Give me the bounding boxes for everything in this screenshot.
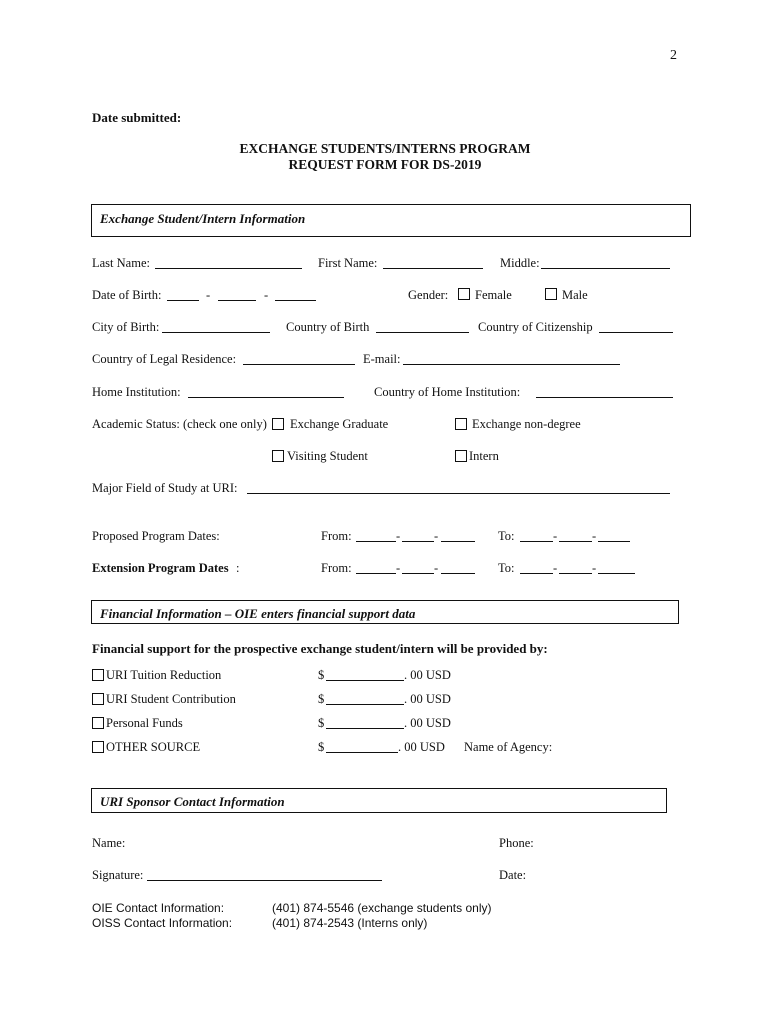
oie-contact-label: OIE Contact Information: xyxy=(92,901,225,915)
intern-label: Intern xyxy=(469,449,499,463)
dob-separator: - xyxy=(206,288,211,302)
oie-contact-value: (401) 874-5546 (exchange students only) xyxy=(272,901,492,915)
home-institution-field[interactable] xyxy=(188,397,344,398)
date-separator: - xyxy=(434,529,439,543)
country-legal-residence-label: Country of Legal Residence: xyxy=(92,352,237,366)
proposed-to-year-field[interactable] xyxy=(598,541,630,542)
uri-tuition-reduction-checkbox[interactable] xyxy=(92,669,104,681)
form-title-line1: EXCHANGE STUDENTS/INTERNS PROGRAM xyxy=(239,141,531,156)
financial-row-label: URI Student Contribution xyxy=(106,692,236,706)
extension-from-label: From: xyxy=(321,561,352,575)
proposed-from-label: From: xyxy=(321,529,352,543)
middle-name-field[interactable] xyxy=(541,268,670,269)
personal-funds-checkbox[interactable] xyxy=(92,717,104,729)
extension-dates-label: Extension Program Dates xyxy=(92,561,229,575)
proposed-to-day-field[interactable] xyxy=(559,541,592,542)
date-separator: - xyxy=(434,561,439,575)
proposed-to-month-field[interactable] xyxy=(520,541,553,542)
female-checkbox[interactable] xyxy=(458,288,470,300)
page-number: 2 xyxy=(670,48,677,63)
male-checkbox[interactable] xyxy=(545,288,557,300)
usd-suffix: . 00 USD xyxy=(404,692,451,706)
extension-from-month-field[interactable] xyxy=(356,573,396,574)
dollar-sign: $ xyxy=(318,668,325,682)
exchange-graduate-checkbox[interactable] xyxy=(272,418,284,430)
first-name-label: First Name: xyxy=(318,256,378,270)
date-submitted-label: Date submitted: xyxy=(92,110,182,125)
first-name-field[interactable] xyxy=(383,268,483,269)
exchange-nondegree-label: Exchange non-degree xyxy=(472,417,581,431)
sponsor-section-title: URI Sponsor Contact Information xyxy=(100,794,285,809)
middle-name-label: Middle: xyxy=(500,256,540,270)
gender-label: Gender: xyxy=(408,288,449,302)
major-field-label: Major Field of Study at URI: xyxy=(92,481,238,495)
dob-label: Date of Birth: xyxy=(92,288,162,302)
financial-row-label: Personal Funds xyxy=(106,716,183,730)
signature-field[interactable] xyxy=(147,880,382,881)
academic-status-label: Academic Status: (check one only) xyxy=(92,417,267,431)
signature-label: Signature: xyxy=(92,868,144,882)
proposed-dates-label: Proposed Program Dates: xyxy=(92,529,220,543)
country-of-birth-label: Country of Birth xyxy=(286,320,370,334)
last-name-label: Last Name: xyxy=(92,256,150,270)
exchange-nondegree-checkbox[interactable] xyxy=(455,418,467,430)
amount-field[interactable] xyxy=(326,680,404,681)
form-title-line2: REQUEST FORM FOR DS-2019 xyxy=(288,157,482,172)
usd-suffix: . 00 USD xyxy=(404,716,451,730)
agency-name-label: Name of Agency: xyxy=(464,740,553,754)
last-name-field[interactable] xyxy=(155,268,302,269)
student-section-title: Exchange Student/Intern Information xyxy=(100,211,306,226)
dob-month-field[interactable] xyxy=(167,300,199,301)
extension-to-label: To: xyxy=(498,561,515,575)
dob-day-field[interactable] xyxy=(218,300,256,301)
amount-field[interactable] xyxy=(326,704,404,705)
extension-to-year-field[interactable] xyxy=(598,573,635,574)
visiting-student-checkbox[interactable] xyxy=(272,450,284,462)
financial-section-title: Financial Information – OIE enters financial support data xyxy=(100,606,416,621)
dob-year-field[interactable] xyxy=(275,300,316,301)
country-legal-residence-field[interactable] xyxy=(243,364,355,365)
country-home-institution-field[interactable] xyxy=(536,397,673,398)
country-of-citizenship-field[interactable] xyxy=(599,332,673,333)
dollar-sign: $ xyxy=(318,740,325,754)
extension-to-day-field[interactable] xyxy=(559,573,592,574)
date-separator: - xyxy=(553,529,558,543)
major-field-input[interactable] xyxy=(247,493,670,494)
male-label: Male xyxy=(562,288,588,302)
intern-checkbox[interactable] xyxy=(455,450,467,462)
extension-from-day-field[interactable] xyxy=(402,573,434,574)
date-separator: - xyxy=(592,561,597,575)
proposed-from-day-field[interactable] xyxy=(402,541,434,542)
dob-separator: - xyxy=(264,288,269,302)
proposed-from-month-field[interactable] xyxy=(356,541,396,542)
proposed-to-label: To: xyxy=(498,529,515,543)
usd-suffix: . 00 USD xyxy=(398,740,445,754)
city-of-birth-label: City of Birth: xyxy=(92,320,160,334)
extension-to-month-field[interactable] xyxy=(520,573,553,574)
financial-intro: Financial support for the prospective exchange student/intern will be provided by: xyxy=(92,641,548,656)
date-separator: - xyxy=(592,529,597,543)
country-home-institution-label: Country of Home Institution: xyxy=(374,385,521,399)
amount-field[interactable] xyxy=(326,728,404,729)
other-source-checkbox[interactable] xyxy=(92,741,104,753)
date-separator: - xyxy=(553,561,558,575)
financial-row-label: OTHER SOURCE xyxy=(106,740,201,754)
oiss-contact-label: OISS Contact Information: xyxy=(92,916,233,930)
exchange-graduate-label: Exchange Graduate xyxy=(290,417,389,431)
amount-field[interactable] xyxy=(326,752,398,753)
visiting-student-label: Visiting Student xyxy=(287,449,368,463)
date-separator: - xyxy=(396,529,401,543)
uri-student-contribution-checkbox[interactable] xyxy=(92,693,104,705)
proposed-from-year-field[interactable] xyxy=(441,541,475,542)
home-institution-label: Home Institution: xyxy=(92,385,181,399)
extension-dates-colon: : xyxy=(236,561,240,575)
sponsor-name-label: Name: xyxy=(92,836,126,850)
dollar-sign: $ xyxy=(318,692,325,706)
email-field[interactable] xyxy=(403,364,620,365)
usd-suffix: . 00 USD xyxy=(404,668,451,682)
financial-row-label: URI Tuition Reduction xyxy=(106,668,222,682)
female-label: Female xyxy=(475,288,512,302)
country-of-birth-field[interactable] xyxy=(376,332,469,333)
sponsor-date-label: Date: xyxy=(499,868,527,882)
date-separator: - xyxy=(396,561,401,575)
oiss-contact-value: (401) 874-2543 (Interns only) xyxy=(272,916,428,930)
extension-from-year-field[interactable] xyxy=(441,573,475,574)
city-of-birth-field[interactable] xyxy=(162,332,270,333)
country-of-citizenship-label: Country of Citizenship xyxy=(478,320,593,334)
dollar-sign: $ xyxy=(318,716,325,730)
email-label: E-mail: xyxy=(363,352,401,366)
sponsor-phone-label: Phone: xyxy=(499,836,534,850)
